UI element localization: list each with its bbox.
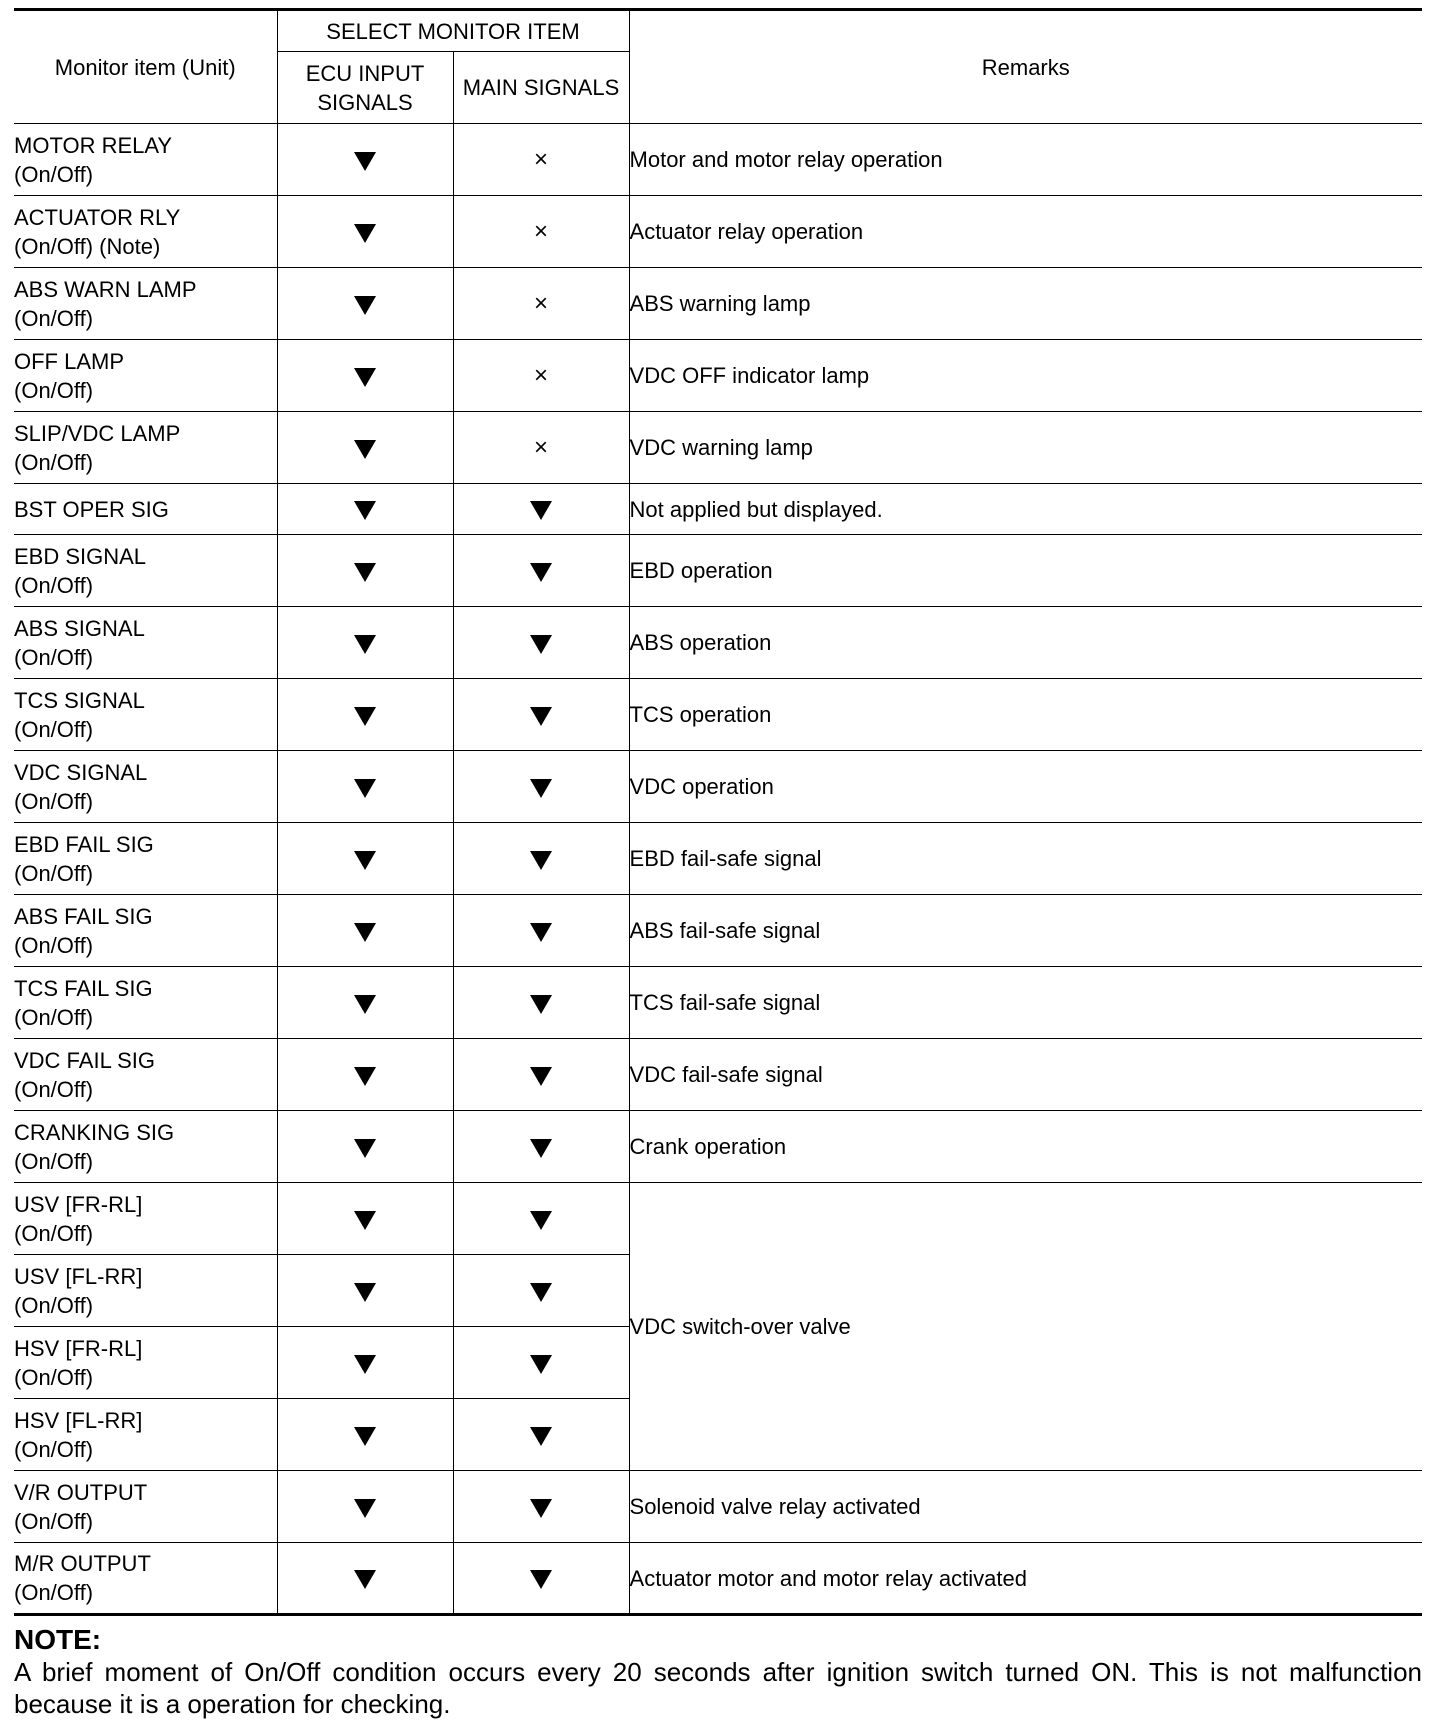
- monitor-item-cell: [14, 1039, 277, 1111]
- main-signal-cell: [453, 268, 629, 340]
- main-signal-cell: [453, 967, 629, 1039]
- monitor-item-unit: (On/Off): [14, 1292, 94, 1318]
- monitor-item-name: HSV [FL-RR]: [14, 1407, 143, 1433]
- down-triangle-icon: [530, 707, 552, 726]
- note-section: [14, 1624, 1422, 1720]
- down-triangle-icon: [530, 1355, 552, 1374]
- down-triangle-icon: [530, 1139, 552, 1158]
- ecu-input-signal-cell: [277, 1543, 453, 1615]
- main-signal-cell: [453, 1111, 629, 1183]
- monitor-item-cell: [14, 679, 277, 751]
- table-row: [14, 412, 1422, 484]
- table-row: [14, 1039, 1422, 1111]
- monitor-item-unit: (On/Off): [14, 305, 94, 331]
- monitor-item-name: BST OPER SIG: [14, 496, 169, 522]
- down-triangle-icon: [354, 1499, 376, 1518]
- monitor-item-cell: [14, 124, 277, 196]
- monitor-item-unit: (On/Off): [14, 1148, 94, 1174]
- table-row: [14, 124, 1422, 196]
- ecu-input-signal-cell: [277, 340, 453, 412]
- monitor-item-cell: [14, 535, 277, 607]
- table-row: [14, 484, 1422, 535]
- monitor-item-unit: (On/Off) (Note): [14, 233, 161, 259]
- main-signal-cell: [453, 823, 629, 895]
- monitor-item-name: ABS SIGNAL: [14, 615, 145, 641]
- monitor-item-name: USV [FL-RR]: [14, 1263, 143, 1289]
- remarks-cell: VDC operation: [629, 751, 1422, 823]
- down-triangle-icon: [354, 501, 376, 520]
- monitor-item-cell: [14, 484, 277, 535]
- monitor-item-unit: (On/Off): [14, 1076, 94, 1102]
- remarks-cell: Actuator relay operation: [629, 196, 1422, 268]
- ecu-input-signal-cell: [277, 1111, 453, 1183]
- ecu-input-signal-cell: [277, 1255, 453, 1327]
- remarks-cell: ABS fail-safe signal: [629, 895, 1422, 967]
- monitor-item-name: V/R OUTPUT: [14, 1479, 148, 1505]
- ecu-input-signal-cell: [277, 679, 453, 751]
- monitor-item-unit: (On/Off): [14, 788, 94, 814]
- table-row: [14, 751, 1422, 823]
- table-row: [14, 340, 1422, 412]
- monitor-item-cell: [14, 1111, 277, 1183]
- monitor-item-cell: [14, 196, 277, 268]
- monitor-item-unit: (On/Off): [14, 1220, 94, 1246]
- remarks-cell: Not applied but displayed.: [629, 484, 1422, 535]
- ecu-input-signal-cell: [277, 1039, 453, 1111]
- monitor-item-cell: [14, 751, 277, 823]
- monitor-item-name: OFF LAMP: [14, 348, 125, 374]
- note-text: A brief moment of On/Off condition occurs every 20 seconds after ignition switch turned ON. This is not malfunction because it is a operation for checking.: [14, 1657, 1422, 1719]
- down-triangle-icon: [530, 923, 552, 942]
- header-main-signals: MAIN SIGNALS: [453, 52, 629, 124]
- down-triangle-icon: [354, 635, 376, 654]
- monitor-item-unit: (On/Off): [14, 1508, 94, 1534]
- down-triangle-icon: [530, 563, 552, 582]
- down-triangle-icon: [530, 1427, 552, 1446]
- header-monitor-item: Monitor item (Unit): [14, 10, 277, 124]
- monitor-item-cell: [14, 1255, 277, 1327]
- table-row: [14, 1183, 1422, 1255]
- remarks-cell: TCS operation: [629, 679, 1422, 751]
- down-triangle-icon: [530, 995, 552, 1014]
- monitor-item-name: VDC SIGNAL: [14, 759, 148, 785]
- remarks-cell: VDC fail-safe signal: [629, 1039, 1422, 1111]
- main-signal-cell: [453, 124, 629, 196]
- ecu-input-signal-cell: [277, 1183, 453, 1255]
- monitor-item-unit: (On/Off): [14, 572, 94, 598]
- table-row: [14, 1543, 1422, 1615]
- down-triangle-icon: [354, 368, 376, 387]
- down-triangle-icon: [354, 1570, 376, 1589]
- main-signal-cell: [453, 751, 629, 823]
- monitor-item-unit: (On/Off): [14, 1004, 94, 1030]
- ecu-input-signal-cell: [277, 823, 453, 895]
- monitor-item-cell: [14, 1327, 277, 1399]
- monitor-item-name: EBD FAIL SIG: [14, 831, 154, 857]
- down-triangle-icon: [354, 1067, 376, 1086]
- down-triangle-icon: [530, 779, 552, 798]
- monitor-item-unit: (On/Off): [14, 377, 94, 403]
- monitor-item-name: ABS FAIL SIG: [14, 903, 153, 929]
- monitor-item-cell: [14, 1471, 277, 1543]
- monitor-item-name: TCS SIGNAL: [14, 687, 145, 713]
- header-ecu-input-signals: [277, 52, 453, 124]
- remarks-cell: ABS warning lamp: [629, 268, 1422, 340]
- monitor-item-name: TCS FAIL SIG: [14, 975, 153, 1001]
- monitor-item-cell: [14, 1399, 277, 1471]
- monitor-item-name: SLIP/VDC LAMP: [14, 420, 181, 446]
- monitor-item-unit: (On/Off): [14, 644, 94, 670]
- ecu-input-signal-cell: [277, 124, 453, 196]
- table-row: [14, 823, 1422, 895]
- cross-mark-icon: ×: [534, 290, 549, 317]
- header-select-monitor-item: SELECT MONITOR ITEM: [277, 10, 629, 52]
- monitor-item-unit: (On/Off): [14, 1364, 94, 1390]
- monitor-item-name: CRANKING SIG: [14, 1119, 175, 1145]
- remarks-cell: TCS fail-safe signal: [629, 967, 1422, 1039]
- table-row: [14, 895, 1422, 967]
- down-triangle-icon: [354, 296, 376, 315]
- down-triangle-icon: [354, 1211, 376, 1230]
- main-signal-cell: [453, 535, 629, 607]
- remarks-cell: VDC warning lamp: [629, 412, 1422, 484]
- remarks-cell: EBD operation: [629, 535, 1422, 607]
- monitor-item-cell: [14, 1183, 277, 1255]
- down-triangle-icon: [530, 1067, 552, 1086]
- main-signal-cell: [453, 340, 629, 412]
- main-signal-cell: [453, 196, 629, 268]
- down-triangle-icon: [354, 1355, 376, 1374]
- monitor-item-cell: [14, 967, 277, 1039]
- monitor-item-cell: [14, 268, 277, 340]
- down-triangle-icon: [354, 995, 376, 1014]
- main-signal-cell: [453, 895, 629, 967]
- ecu-input-signal-cell: [277, 196, 453, 268]
- monitor-item-cell: [14, 823, 277, 895]
- down-triangle-icon: [530, 1499, 552, 1518]
- down-triangle-icon: [354, 563, 376, 582]
- down-triangle-icon: [530, 501, 552, 520]
- monitor-item-unit: (On/Off): [14, 932, 94, 958]
- down-triangle-icon: [530, 1211, 552, 1230]
- monitor-item-cell: [14, 340, 277, 412]
- down-triangle-icon: [354, 1427, 376, 1446]
- down-triangle-icon: [354, 440, 376, 459]
- remarks-cell: Solenoid valve relay activated: [629, 1471, 1422, 1543]
- down-triangle-icon: [530, 851, 552, 870]
- monitor-item-unit: (On/Off): [14, 1580, 94, 1605]
- main-signal-cell: [453, 1471, 629, 1543]
- monitor-item-unit: (On/Off): [14, 716, 94, 742]
- monitor-item-cell: [14, 1543, 277, 1615]
- down-triangle-icon: [530, 635, 552, 654]
- table-row: [14, 1471, 1422, 1543]
- monitor-item-name: M/R OUTPUT: [14, 1551, 151, 1576]
- cross-mark-icon: ×: [534, 362, 549, 389]
- ecu-input-signal-cell: [277, 751, 453, 823]
- main-signal-cell: [453, 607, 629, 679]
- ecu-input-signal-cell: [277, 268, 453, 340]
- down-triangle-icon: [354, 152, 376, 171]
- main-signal-cell: [453, 412, 629, 484]
- ecu-input-signal-cell: [277, 484, 453, 535]
- monitor-item-table: [14, 8, 1422, 1616]
- table-row: [14, 607, 1422, 679]
- main-signal-cell: [453, 1543, 629, 1615]
- monitor-item-name: VDC FAIL SIG: [14, 1047, 156, 1073]
- down-triangle-icon: [530, 1570, 552, 1589]
- table-body: [14, 124, 1422, 1615]
- monitor-item-name: MOTOR RELAY: [14, 132, 173, 158]
- ecu-input-signal-cell: [277, 1471, 453, 1543]
- monitor-item-name: ABS WARN LAMP: [14, 276, 197, 302]
- down-triangle-icon: [354, 224, 376, 243]
- down-triangle-icon: [354, 923, 376, 942]
- table-row: [14, 679, 1422, 751]
- remarks-cell: Motor and motor relay operation: [629, 124, 1422, 196]
- header-ecu-line2: SIGNALS: [317, 89, 413, 115]
- main-signal-cell: [453, 1183, 629, 1255]
- ecu-input-signal-cell: [277, 1327, 453, 1399]
- table-row: [14, 196, 1422, 268]
- header-ecu-line1: ECU INPUT: [305, 60, 425, 86]
- header-remarks: Remarks: [629, 10, 1422, 124]
- main-signal-cell: [453, 679, 629, 751]
- ecu-input-signal-cell: [277, 895, 453, 967]
- cross-mark-icon: ×: [534, 434, 549, 461]
- down-triangle-icon: [354, 779, 376, 798]
- monitor-item-cell: [14, 607, 277, 679]
- ecu-input-signal-cell: [277, 607, 453, 679]
- ecu-input-signal-cell: [277, 535, 453, 607]
- ecu-input-signal-cell: [277, 1399, 453, 1471]
- monitor-item-unit: (On/Off): [14, 449, 94, 475]
- monitor-item-name: EBD SIGNAL: [14, 543, 147, 569]
- main-signal-cell: [453, 1399, 629, 1471]
- remarks-cell: VDC OFF indicator lamp: [629, 340, 1422, 412]
- remarks-cell: Actuator motor and motor relay activated: [629, 1543, 1422, 1615]
- table-row: [14, 535, 1422, 607]
- note-title: NOTE:: [14, 1624, 102, 1655]
- main-signal-cell: [453, 1039, 629, 1111]
- table-row: [14, 967, 1422, 1039]
- monitor-item-unit: (On/Off): [14, 1436, 94, 1462]
- down-triangle-icon: [354, 707, 376, 726]
- remarks-cell: VDC switch-over valve: [629, 1183, 1422, 1471]
- cross-mark-icon: ×: [534, 218, 549, 245]
- main-signal-cell: [453, 1255, 629, 1327]
- remarks-cell: ABS operation: [629, 607, 1422, 679]
- main-signal-cell: [453, 484, 629, 535]
- monitor-table-container: [14, 8, 1422, 1720]
- monitor-item-cell: [14, 412, 277, 484]
- down-triangle-icon: [354, 851, 376, 870]
- table-row: [14, 1111, 1422, 1183]
- remarks-cell: Crank operation: [629, 1111, 1422, 1183]
- monitor-item-name: HSV [FR-RL]: [14, 1335, 143, 1361]
- table-row: [14, 268, 1422, 340]
- monitor-item-name: ACTUATOR RLY: [14, 204, 181, 230]
- ecu-input-signal-cell: [277, 967, 453, 1039]
- monitor-item-cell: [14, 895, 277, 967]
- main-signal-cell: [453, 1327, 629, 1399]
- cross-mark-icon: ×: [534, 146, 549, 173]
- monitor-item-unit: (On/Off): [14, 860, 94, 886]
- monitor-item-name: USV [FR-RL]: [14, 1191, 143, 1217]
- remarks-cell: EBD fail-safe signal: [629, 823, 1422, 895]
- down-triangle-icon: [354, 1283, 376, 1302]
- down-triangle-icon: [354, 1139, 376, 1158]
- monitor-item-unit: (On/Off): [14, 161, 94, 187]
- down-triangle-icon: [530, 1283, 552, 1302]
- ecu-input-signal-cell: [277, 412, 453, 484]
